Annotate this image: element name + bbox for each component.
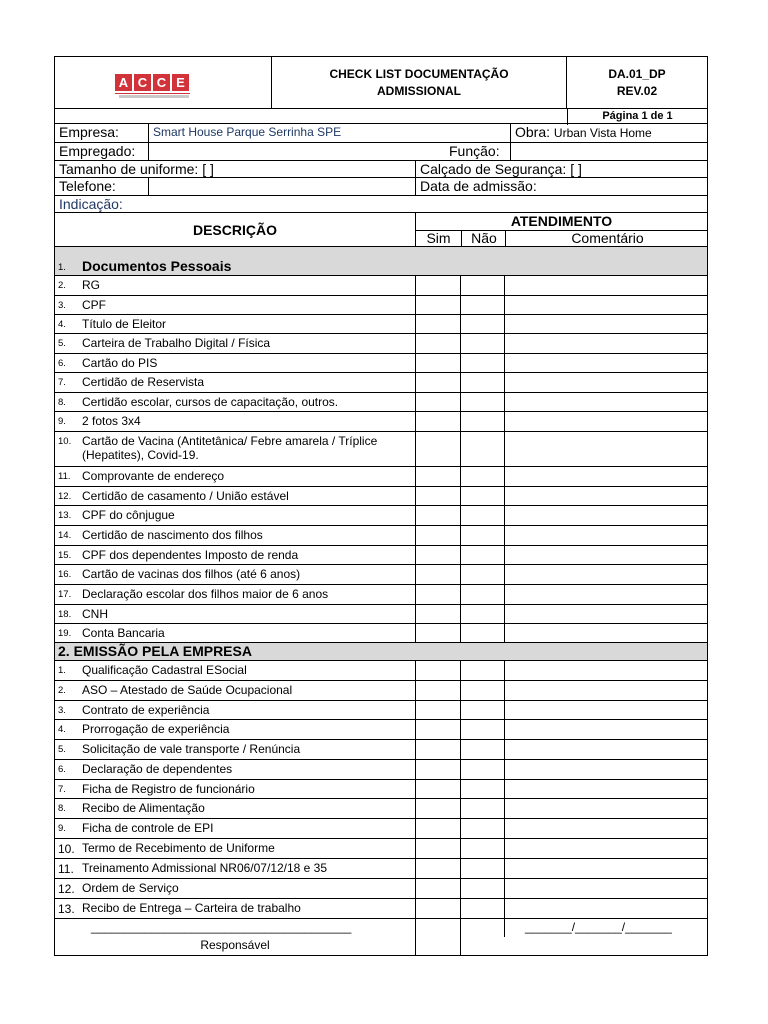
item-description: Conta Bancaria: [82, 626, 165, 640]
comentario-header: Comentário: [505, 230, 709, 246]
item-number: 19.: [58, 628, 72, 639]
table-row: [55, 681, 707, 701]
item-description: Contrato de experiência: [82, 703, 210, 717]
item-description: Comprovante de endereço: [82, 469, 225, 483]
responsavel-label: Responsável: [200, 938, 270, 952]
sim-cell[interactable]: [415, 740, 416, 759]
table-row: [55, 701, 707, 720]
item-description: Qualificação Cadastral ESocial: [82, 663, 247, 677]
item-description: Cartão do PIS: [82, 356, 158, 370]
item-number: 4.: [58, 724, 66, 735]
descricao-header: DESCRIÇÃO: [192, 222, 277, 238]
sim-cell[interactable]: [415, 799, 416, 818]
section-documentos-pessoais: [55, 247, 707, 276]
item-description: Prorrogação de experiência: [82, 722, 230, 736]
sim-cell[interactable]: [415, 487, 416, 505]
comentario-cell[interactable]: [504, 315, 505, 333]
revision-text: REV.02: [616, 84, 658, 98]
page-row: [55, 108, 707, 124]
item-description: Cartão de vacinas dos filhos (até 6 anos): [82, 567, 301, 581]
table-row: [55, 839, 707, 859]
table-row: [55, 899, 707, 919]
item-number: 11.: [58, 471, 71, 482]
admissao-field[interactable]: Data de admissão:: [415, 178, 707, 195]
item-number: 4.: [58, 319, 66, 330]
nao-cell: [460, 919, 461, 955]
atendimento-title: ATENDIMENTO: [416, 213, 707, 231]
section1-number: 1.: [58, 262, 66, 273]
item-description: CPF: [82, 298, 106, 312]
signature-row: [55, 919, 707, 956]
sim-cell[interactable]: [415, 432, 416, 466]
item-number: 11.: [58, 862, 74, 876]
table-row: [55, 799, 707, 819]
indicacao-field[interactable]: Indicação:: [59, 196, 123, 212]
section2-title: 2. EMISSÃO PELA EMPRESA: [58, 643, 252, 659]
item-number: 17.: [58, 589, 72, 600]
comentario-cell[interactable]: [504, 859, 505, 878]
item-description: Ficha de Registro de funcionário: [82, 782, 255, 796]
telefone-label: Telefone:: [59, 178, 116, 194]
item-description: Recibo de Entrega – Carteira de trabalho: [82, 901, 301, 915]
comentario-cell[interactable]: [504, 354, 505, 372]
nao-cell[interactable]: [460, 373, 461, 392]
sim-cell[interactable]: [415, 373, 416, 392]
comentario-cell[interactable]: [504, 740, 505, 759]
item-number: 7.: [58, 784, 66, 795]
nao-cell[interactable]: [460, 740, 461, 759]
nao-cell[interactable]: [460, 780, 461, 798]
table-row: [55, 393, 707, 412]
sim-cell[interactable]: [415, 661, 416, 680]
nao-cell[interactable]: [460, 432, 461, 466]
item-description: RG: [82, 278, 100, 292]
sim-cell: [415, 919, 416, 955]
item-number: 2.: [58, 280, 66, 291]
logo-letter-c2: C: [153, 74, 170, 91]
sim-cell[interactable]: [415, 624, 416, 642]
table-row: [55, 720, 707, 740]
item-number: 8.: [58, 803, 66, 814]
comentario-cell[interactable]: [504, 432, 505, 466]
table-row: [55, 760, 707, 780]
item-description: ASO – Atestado de Saúde Ocupacional: [82, 683, 293, 697]
table-row: [55, 526, 707, 546]
table-row: [55, 373, 707, 393]
item-description: Treinamento Admissional NR06/07/12/18 e 35: [82, 861, 328, 875]
item-number: 15.: [58, 550, 72, 561]
comentario-cell[interactable]: [504, 585, 505, 604]
obra-cell: [510, 124, 707, 142]
table-row: [55, 740, 707, 760]
nao-cell[interactable]: [460, 760, 461, 779]
comentario-cell[interactable]: [504, 899, 505, 918]
uniforme-field[interactable]: Tamanho de uniforme: [ ]: [59, 161, 214, 177]
sim-cell[interactable]: [415, 839, 416, 858]
nao-cell[interactable]: [460, 661, 461, 680]
company-logo: [115, 74, 190, 100]
nao-cell[interactable]: [460, 624, 461, 642]
funcao-label: Função:: [449, 143, 500, 159]
item-number: 18.: [58, 609, 72, 620]
item-description: Certidão de Reservista: [82, 375, 205, 389]
sim-cell[interactable]: [415, 585, 416, 604]
table-row: [55, 780, 707, 799]
item-number: 8.: [58, 397, 66, 408]
sim-cell[interactable]: [415, 760, 416, 779]
table-row: [55, 412, 707, 432]
nao-cell[interactable]: [460, 315, 461, 333]
item-description: CPF dos dependentes Imposto de renda: [82, 548, 299, 562]
table-row: [55, 624, 707, 643]
item-description: CNH: [82, 607, 108, 621]
section1-title: Documentos Pessoais: [82, 258, 232, 274]
empregado-field[interactable]: [148, 143, 510, 160]
sim-cell[interactable]: [415, 565, 416, 584]
item-number: 3.: [58, 705, 66, 716]
item-description: Cartão de Vacina (Antitetânica/ Febre amarela / Tríplice (Hepatites), Covid-19.: [82, 434, 378, 462]
sim-cell[interactable]: [415, 605, 416, 623]
table-row: [55, 276, 707, 296]
comentario-cell[interactable]: [504, 819, 505, 838]
telefone-field[interactable]: [148, 178, 415, 195]
page-number: Página 1 de 1: [567, 109, 707, 125]
nao-cell[interactable]: [460, 720, 461, 739]
sim-cell[interactable]: [415, 701, 416, 719]
nao-cell[interactable]: [460, 487, 461, 505]
nao-cell[interactable]: [460, 334, 461, 353]
item-number: 12.: [58, 491, 72, 502]
comentario-cell[interactable]: [504, 681, 505, 700]
comentario-cell[interactable]: [504, 879, 505, 898]
sim-cell[interactable]: [415, 720, 416, 739]
comentario-cell[interactable]: [504, 373, 505, 392]
title-line-2: ADMISSIONAL: [377, 84, 461, 98]
atendimento-header: [415, 213, 707, 246]
nao-cell[interactable]: [460, 879, 461, 898]
comentario-cell[interactable]: [504, 760, 505, 779]
nao-header: Não: [461, 230, 506, 246]
comentario-cell[interactable]: [504, 506, 505, 525]
table-row: [55, 467, 707, 487]
item-number: 14.: [58, 530, 72, 541]
item-number: 10.: [58, 436, 72, 447]
nao-cell[interactable]: [460, 565, 461, 584]
document-header: [54, 56, 708, 124]
sim-cell[interactable]: [415, 354, 416, 372]
sim-cell[interactable]: [415, 467, 416, 486]
empresa-label: Empresa:: [59, 124, 119, 140]
comentario-cell[interactable]: [504, 487, 505, 505]
table-row: [55, 605, 707, 624]
table-row: [55, 585, 707, 605]
sim-cell[interactable]: [415, 681, 416, 700]
item-number: 5.: [58, 744, 66, 755]
nao-cell[interactable]: [460, 393, 461, 411]
logo-underline: [115, 93, 190, 94]
row-empresa: [54, 124, 708, 143]
sim-cell[interactable]: [415, 506, 416, 525]
obra-label: Obra:: [515, 124, 551, 140]
item-number: 12.: [58, 882, 75, 896]
sim-cell[interactable]: [415, 296, 416, 314]
item-number: 9.: [58, 416, 66, 427]
logo-letter-a: A: [115, 74, 132, 91]
item-number: 13.: [58, 902, 75, 916]
table-row: [55, 315, 707, 334]
calcado-field[interactable]: Calçado de Segurança: [ ]: [415, 161, 707, 177]
comentario-cell[interactable]: [504, 565, 505, 584]
item-number: 5.: [58, 338, 66, 349]
table-row: [55, 819, 707, 839]
sim-cell[interactable]: [415, 334, 416, 353]
sim-cell[interactable]: [415, 315, 416, 333]
table-row: [55, 334, 707, 354]
checklist-table: [54, 247, 708, 956]
comentario-cell[interactable]: [504, 276, 505, 295]
item-number: 6.: [58, 764, 66, 775]
table-row: [55, 296, 707, 315]
document-title: [272, 57, 567, 108]
comentario-cell[interactable]: [504, 334, 505, 353]
logo-letter-c1: C: [134, 74, 151, 91]
sim-cell[interactable]: [415, 546, 416, 564]
nao-cell[interactable]: [460, 819, 461, 838]
title-line-1: CHECK LIST DOCUMENTAÇÃO: [329, 67, 509, 81]
nao-cell[interactable]: [460, 546, 461, 564]
item-number: 2.: [58, 685, 66, 696]
table-header: [54, 213, 708, 247]
item-number: 9.: [58, 823, 66, 834]
item-description: Ficha de controle de EPI: [82, 821, 214, 835]
nao-cell[interactable]: [460, 467, 461, 486]
table-row: [55, 859, 707, 879]
signature-line[interactable]: _______________________________________: [91, 920, 352, 934]
comentario-cell[interactable]: [504, 780, 505, 798]
comentario-cell[interactable]: [504, 393, 505, 411]
comentario-cell[interactable]: [504, 526, 505, 545]
table-row: [55, 879, 707, 899]
sim-cell[interactable]: [415, 780, 416, 798]
nao-cell[interactable]: [460, 506, 461, 525]
comentario-cell[interactable]: [504, 661, 505, 680]
item-number: 7.: [58, 377, 66, 388]
row-uniforme: [54, 161, 708, 178]
row-telefone: [54, 178, 708, 196]
nao-cell[interactable]: [460, 585, 461, 604]
sim-header: Sim: [426, 230, 451, 246]
item-number: 1.: [58, 665, 66, 676]
date-line[interactable]: _______/_______/_______: [525, 920, 672, 934]
nao-cell[interactable]: [460, 681, 461, 700]
item-number: 10.: [58, 842, 75, 856]
item-description: Certidão de casamento / União estável: [82, 489, 289, 503]
table-row: [55, 506, 707, 526]
item-description: Termo de Recebimento de Uniforme: [82, 841, 275, 855]
sim-cell[interactable]: [415, 859, 416, 878]
item-number: 6.: [58, 358, 66, 369]
table-row: [55, 432, 707, 467]
item-description: Declaração de dependentes: [82, 762, 233, 776]
funcao-field[interactable]: [510, 143, 707, 160]
sim-cell[interactable]: [415, 276, 416, 295]
table-row: [55, 565, 707, 585]
nao-cell[interactable]: [460, 412, 461, 431]
item-description: CPF do cônjugue: [82, 508, 175, 522]
logo-cell: [55, 57, 272, 108]
sim-cell[interactable]: [415, 879, 416, 898]
comentario-cell[interactable]: [504, 605, 505, 623]
comentario-cell[interactable]: [504, 467, 505, 486]
item-description: Ordem de Serviço: [82, 881, 179, 895]
item-number: 3.: [58, 300, 66, 311]
item-description: Certidão de nascimento dos filhos: [82, 528, 263, 542]
row-indicacao: [54, 196, 708, 213]
comentario-cell[interactable]: [504, 624, 505, 642]
nao-cell[interactable]: [460, 859, 461, 878]
item-description: Título de Eleitor: [82, 317, 167, 331]
item-description: Declaração escolar dos filhos maior de 6 anos: [82, 587, 329, 601]
item-number: 16.: [58, 569, 72, 580]
sim-cell[interactable]: [415, 819, 416, 838]
item-number: 13.: [58, 510, 72, 521]
item-description: Recibo de Alimentação: [82, 801, 205, 815]
table-row: [55, 487, 707, 506]
comentario-cell: [504, 919, 505, 937]
item-description: Certidão escolar, cursos de capacitação, outros.: [82, 395, 339, 409]
comentario-cell[interactable]: [504, 701, 505, 719]
nao-cell[interactable]: [460, 526, 461, 545]
nao-cell[interactable]: [460, 605, 461, 623]
empregado-label: Empregado:: [59, 143, 136, 159]
comentario-cell[interactable]: [504, 412, 505, 431]
comentario-cell[interactable]: [504, 296, 505, 314]
table-row: [55, 546, 707, 565]
table-row: [55, 661, 707, 681]
comentario-cell[interactable]: [504, 546, 505, 564]
nao-cell[interactable]: [460, 899, 461, 918]
nao-cell[interactable]: [460, 799, 461, 818]
comentario-cell[interactable]: [504, 720, 505, 739]
sim-cell[interactable]: [415, 412, 416, 431]
nao-cell[interactable]: [460, 839, 461, 858]
table-row: [55, 354, 707, 373]
item-description: Carteira de Trabalho Digital / Física: [82, 336, 271, 350]
item-description: 2 fotos 3x4: [82, 414, 141, 428]
code-text: DA.01_DP: [608, 67, 666, 81]
comentario-cell[interactable]: [504, 799, 505, 818]
nao-cell[interactable]: [460, 354, 461, 372]
section-emissao-empresa: [55, 643, 707, 661]
comentario-cell[interactable]: [504, 839, 505, 858]
logo-letter-e: E: [172, 74, 189, 91]
nao-cell[interactable]: [460, 276, 461, 295]
sim-cell[interactable]: [415, 899, 416, 918]
logo-tagline: [119, 95, 189, 98]
sim-cell[interactable]: [415, 393, 416, 411]
item-description: Solicitação de vale transporte / Renúncia: [82, 742, 301, 756]
nao-cell[interactable]: [460, 701, 461, 719]
row-empregado: [54, 143, 708, 161]
sim-cell[interactable]: [415, 526, 416, 545]
obra-field[interactable]: Urban Vista Home: [553, 126, 652, 140]
nao-cell[interactable]: [460, 296, 461, 314]
empresa-field[interactable]: Smart House Parque Serrinha SPE: [148, 124, 510, 142]
